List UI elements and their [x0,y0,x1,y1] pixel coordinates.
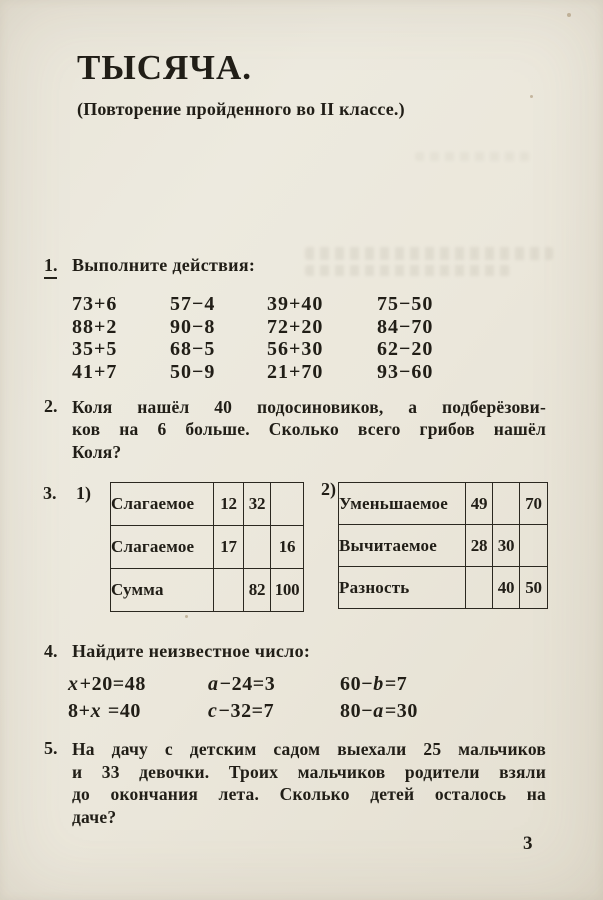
expression-column-1 [72,293,117,383]
equation-variable: a [208,673,219,695]
paper-speck [567,13,571,17]
equation-variable: x [68,673,79,695]
expression: 21+70 [267,360,324,383]
text-line: до окончания лета. Сколько детей осталось на [72,784,546,805]
row-label: Уменьшаемое [339,483,466,525]
subtraction-table [338,482,548,609]
cell [493,483,520,525]
equation-rest: −32=7 [218,699,275,722]
equation-rest: −24=3 [219,673,276,695]
cell [214,569,244,612]
problem-1-prompt: Выполните действия: [72,255,256,275]
table-row [111,526,304,569]
problem-1-number: 1. [44,255,58,275]
text-line: и 33 девочки. Троих мальчиков родители взяли [72,761,546,782]
cell: 30 [493,525,520,567]
table-row [339,525,548,567]
page-title: ТЫСЯЧА. [77,48,252,87]
expression: 62−20 [377,338,434,360]
equation-column-1 [68,671,146,724]
cell: 82 [244,569,271,612]
cell [244,526,271,569]
problem-1-number-underline [44,277,57,279]
paper-speck [185,615,188,618]
row-label: Слагаемое [111,483,214,526]
equation-column-3 [340,671,418,724]
equation [208,671,275,698]
expression: 73+6 [72,293,118,315]
expression: 68−5 [170,338,216,360]
equation-variable: a [373,699,384,722]
text-line: На дачу с детским садом выехали 25 мальчиков [72,739,546,759]
table-row [111,569,304,612]
equation-variable: x [90,699,102,722]
equation-variable: c [208,699,218,722]
equation-rest: 60− [340,673,374,695]
cell [466,567,493,609]
row-label: Разность [339,567,466,609]
problem-3-sub2-label: 2) [321,479,336,499]
equation [208,698,275,725]
equation-rest: 80− [340,699,374,722]
text-line: даче? [72,806,117,827]
expression: 56+30 [267,338,324,360]
equation [340,671,418,698]
page-number: 3 [523,833,533,854]
table-row [339,567,548,609]
expression: 41+7 [72,360,118,383]
equation-rest: 8+ [68,699,91,722]
problem-5-text [72,738,546,828]
expression: 72+20 [267,315,324,338]
row-label: Вычитаемое [339,525,466,567]
table-row [111,483,304,526]
cell: 49 [466,483,493,525]
cell: 12 [214,483,244,526]
page-subtitle: (Повторение пройденного во II классе.) [77,99,405,119]
expression: 39+40 [267,293,324,315]
problem-4-prompt: Найдите неизвестное число: [72,641,311,661]
expression-column-4 [377,293,433,383]
row-label: Слагаемое [111,526,214,569]
expression: 88+2 [72,315,118,338]
cell: 50 [520,567,548,609]
text-line: Коля? [72,441,122,462]
equation [68,671,146,698]
text-line: Коля нашёл 40 подосиновиков, а подберёзови- [72,397,546,417]
problem-3-sub1-label: 1) [76,483,91,503]
cell: 28 [466,525,493,567]
cell [271,483,304,526]
row-label: Сумма [111,569,214,612]
expression: 57−4 [170,293,216,315]
equation-column-2 [208,671,275,724]
cell: 32 [244,483,271,526]
expression: 50−9 [170,360,216,383]
paper-speck [530,95,533,98]
expression-column-3 [267,293,323,383]
equation [340,698,418,725]
expression: 90−8 [170,315,216,338]
equation-variable: b [373,673,384,695]
expression: 35+5 [72,338,118,360]
cell [520,525,548,567]
equation [68,698,146,725]
expression: 75−50 [377,293,434,315]
ghost-showthrough [415,152,530,161]
problem-2-text [72,396,546,463]
problem-4-number: 4. [44,641,58,661]
expression: 93−60 [377,360,434,383]
cell: 16 [271,526,304,569]
ghost-showthrough [305,265,510,276]
equation-rest: =40 [102,699,142,722]
expression-column-2 [170,293,215,383]
equation-rest: +20=48 [79,673,147,695]
cell: 40 [493,567,520,609]
cell: 100 [271,569,304,612]
problem-3-number: 3. [43,483,57,503]
equation-rest: =7 [384,673,408,695]
expression: 84−70 [377,315,434,338]
problem-2-number: 2. [44,396,58,416]
table-row [339,483,548,525]
ghost-showthrough [305,247,553,260]
text-line: ков на 6 больше. Сколько всего грибов нашёл [72,419,546,440]
addition-table [110,482,304,612]
equation-rest: =30 [384,699,419,722]
problem-5-number: 5. [44,738,58,758]
cell: 70 [520,483,548,525]
cell: 17 [214,526,244,569]
